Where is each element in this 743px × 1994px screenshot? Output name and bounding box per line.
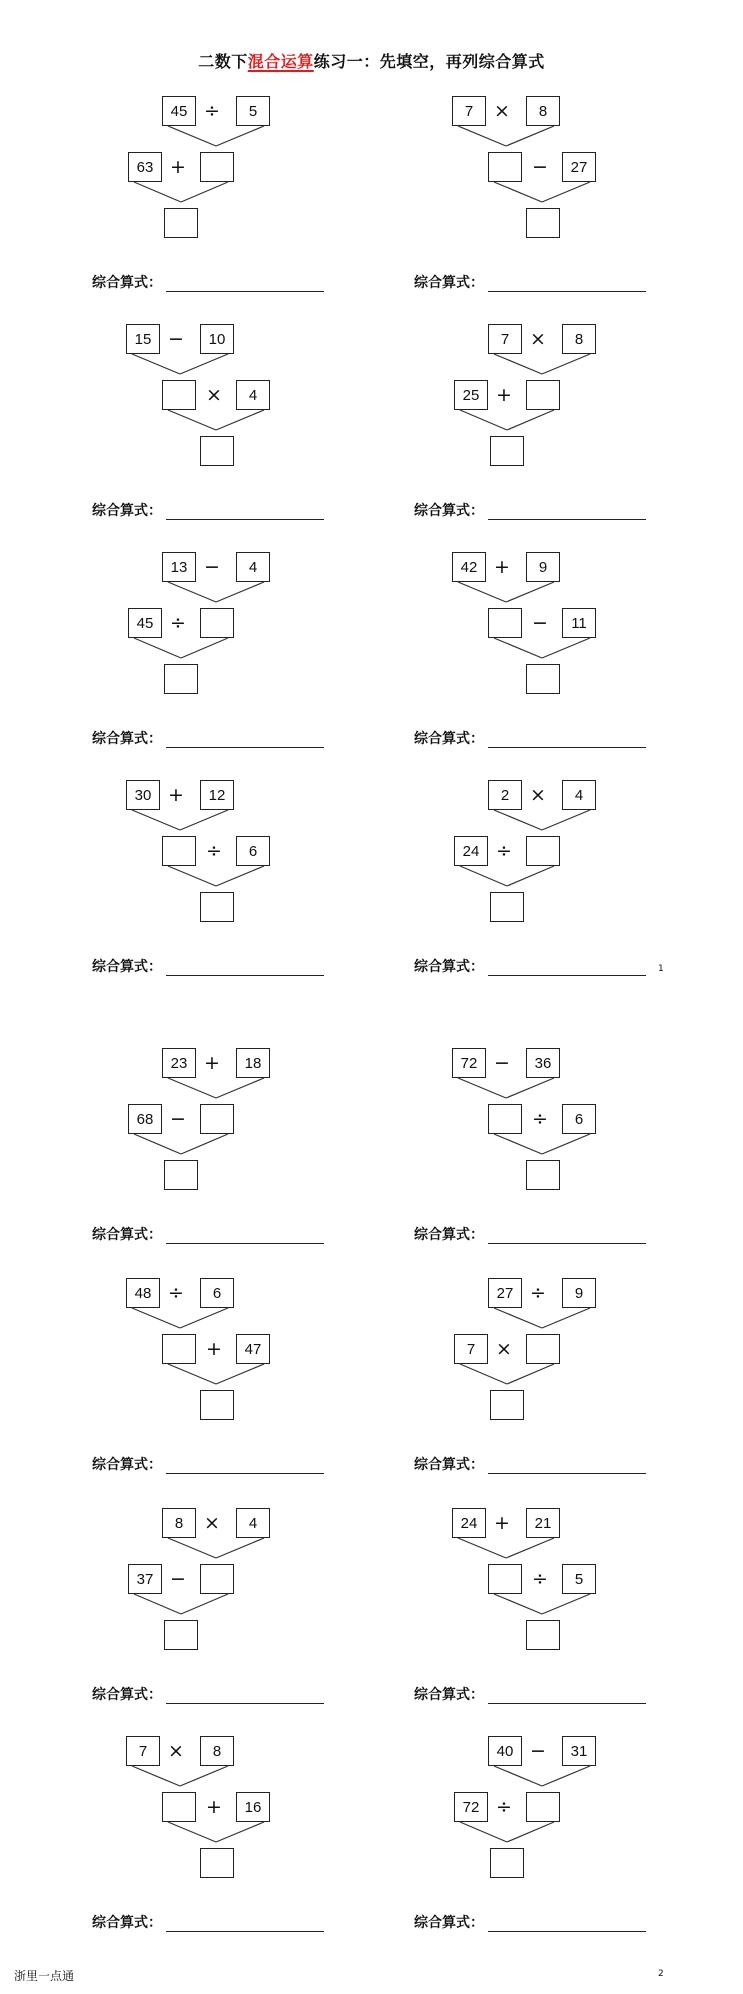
connector-line — [216, 1538, 264, 1558]
blank-result-box[interactable] — [200, 436, 234, 466]
operator-sign: × — [530, 784, 546, 806]
connector-line — [507, 1364, 554, 1384]
formula-answer-line[interactable] — [166, 1689, 324, 1704]
blank-result-box[interactable] — [164, 1160, 198, 1190]
operator-sign: ÷ — [170, 612, 186, 634]
operator-sign: + — [168, 784, 184, 806]
combined-formula-row — [92, 956, 324, 976]
combined-formula-row — [92, 500, 324, 520]
connector-line — [542, 810, 590, 830]
blank-result-box[interactable] — [200, 1390, 234, 1420]
connector-line — [458, 1538, 506, 1558]
operand-box: 4 — [562, 780, 596, 810]
connector-line — [216, 866, 264, 886]
formula-answer-line[interactable] — [488, 1229, 646, 1244]
connector-line — [542, 1308, 590, 1328]
blank-result-box[interactable] — [164, 208, 198, 238]
formula-label: 综合算式： — [92, 275, 162, 291]
formula-label: 综合算式： — [92, 1227, 162, 1243]
problem-tree — [438, 1736, 638, 1876]
connector-line — [494, 638, 542, 658]
combined-formula-row — [92, 728, 324, 748]
connector-line — [168, 1078, 216, 1098]
operand-box: 12 — [200, 780, 234, 810]
problem-tree — [112, 552, 312, 692]
operand-box: 24 — [454, 836, 488, 866]
operator-sign: ÷ — [532, 1568, 548, 1590]
blank-answer-box[interactable] — [162, 836, 196, 866]
operand-box: 7 — [126, 1736, 160, 1766]
operand-box: 45 — [162, 96, 196, 126]
operator-sign: ÷ — [496, 840, 512, 862]
operator-sign: ÷ — [530, 1282, 546, 1304]
connector-line — [494, 1594, 542, 1614]
connector-line — [216, 582, 264, 602]
operand-box: 42 — [452, 552, 486, 582]
formula-label: 综合算式： — [92, 1915, 162, 1931]
operand-box: 31 — [562, 1736, 596, 1766]
formula-label: 综合算式： — [414, 1457, 484, 1473]
problem-tree — [438, 96, 638, 236]
connector-line — [542, 182, 590, 202]
combined-formula-row — [414, 1684, 646, 1704]
connector-line — [506, 1078, 554, 1098]
connector-line — [181, 638, 228, 658]
operator-sign: − — [170, 1108, 186, 1130]
blank-answer-box[interactable] — [488, 1104, 522, 1134]
connector-line — [168, 582, 216, 602]
operand-box: 27 — [562, 152, 596, 182]
operator-sign: × — [168, 1740, 184, 1762]
formula-answer-line[interactable] — [488, 961, 646, 976]
connector-line — [134, 1134, 181, 1154]
operator-sign: − — [170, 1568, 186, 1590]
operator-sign: − — [168, 328, 184, 350]
connector-line — [181, 182, 228, 202]
operand-box: 30 — [126, 780, 160, 810]
blank-answer-box[interactable] — [488, 1564, 522, 1594]
blank-result-box[interactable] — [200, 892, 234, 922]
connector-line — [181, 1594, 228, 1614]
page-number-1: 1 — [658, 964, 664, 974]
formula-label: 综合算式： — [92, 731, 162, 747]
connector-line — [542, 1766, 590, 1786]
connector-line — [506, 1538, 554, 1558]
connector-line — [168, 866, 216, 886]
blank-answer-box[interactable] — [162, 380, 196, 410]
connector-line — [132, 810, 180, 830]
connector-line — [132, 354, 180, 374]
combined-formula-row — [92, 1224, 324, 1244]
operator-sign: ÷ — [168, 1282, 184, 1304]
combined-formula-row — [414, 1912, 646, 1932]
operator-sign: − — [532, 612, 548, 634]
operand-box: 2 — [488, 780, 522, 810]
blank-answer-box[interactable] — [200, 1564, 234, 1594]
connector-line — [507, 1822, 554, 1842]
connector-line — [494, 1308, 542, 1328]
blank-result-box[interactable] — [526, 1160, 560, 1190]
formula-label: 综合算式： — [414, 1915, 484, 1931]
operand-box: 8 — [162, 1508, 196, 1538]
blank-result-box[interactable] — [490, 1390, 524, 1420]
operand-box: 24 — [452, 1508, 486, 1538]
operand-box: 25 — [454, 380, 488, 410]
blank-result-box[interactable] — [490, 892, 524, 922]
operand-box: 6 — [236, 836, 270, 866]
title-suffix: 练习一：先填空，再列综合算式 — [313, 52, 545, 71]
problem-tree — [112, 1736, 312, 1876]
operand-box: 11 — [562, 608, 596, 638]
title-prefix: 二数下 — [198, 52, 248, 71]
connector-line — [168, 410, 216, 430]
operand-box: 15 — [126, 324, 160, 354]
problem-tree — [112, 1508, 312, 1648]
operator-sign: × — [204, 1512, 220, 1534]
operand-box: 9 — [526, 552, 560, 582]
operator-sign: × — [530, 328, 546, 350]
operand-box: 16 — [236, 1792, 270, 1822]
operator-sign: + — [496, 384, 512, 406]
blank-answer-box[interactable] — [526, 836, 560, 866]
connector-line — [180, 810, 228, 830]
operand-box: 8 — [200, 1736, 234, 1766]
operand-box: 37 — [128, 1564, 162, 1594]
connector-line — [181, 1134, 228, 1154]
blank-result-box[interactable] — [526, 208, 560, 238]
operator-sign: ÷ — [206, 840, 222, 862]
connector-line — [180, 1308, 228, 1328]
problem-tree — [438, 1508, 638, 1648]
operand-box: 47 — [236, 1334, 270, 1364]
problem-tree — [438, 1278, 638, 1418]
connector-line — [494, 354, 542, 374]
formula-answer-line[interactable] — [488, 1459, 646, 1474]
combined-formula-row — [92, 1454, 324, 1474]
combined-formula-row — [92, 1684, 324, 1704]
connector-line — [460, 1364, 507, 1384]
connector-line — [494, 1766, 542, 1786]
blank-result-box[interactable] — [526, 664, 560, 694]
blank-result-box[interactable] — [164, 1620, 198, 1650]
combined-formula-row — [414, 500, 646, 520]
connector-line — [216, 1078, 264, 1098]
operator-sign: ÷ — [496, 1796, 512, 1818]
connector-line — [180, 1766, 228, 1786]
operator-sign: − — [494, 1052, 510, 1074]
connector-line — [132, 1766, 180, 1786]
operand-box: 72 — [454, 1792, 488, 1822]
operand-box: 48 — [126, 1278, 160, 1308]
blank-answer-box[interactable] — [526, 1334, 560, 1364]
connector-line — [458, 582, 506, 602]
operand-box: 5 — [236, 96, 270, 126]
operator-sign: + — [494, 556, 510, 578]
operand-box: 40 — [488, 1736, 522, 1766]
operand-box: 5 — [562, 1564, 596, 1594]
operand-box: 6 — [200, 1278, 234, 1308]
blank-result-box[interactable] — [490, 1848, 524, 1878]
operand-box: 63 — [128, 152, 162, 182]
connector-line — [180, 354, 228, 374]
blank-answer-box[interactable] — [162, 1792, 196, 1822]
connector-line — [132, 1308, 180, 1328]
connector-line — [168, 1822, 216, 1842]
connector-line — [134, 638, 181, 658]
blank-answer-box[interactable] — [162, 1334, 196, 1364]
operand-box: 7 — [454, 1334, 488, 1364]
operator-sign: − — [532, 156, 548, 178]
formula-answer-line[interactable] — [166, 1917, 324, 1932]
operand-box: 4 — [236, 380, 270, 410]
combined-formula-row — [414, 272, 646, 292]
operand-box: 68 — [128, 1104, 162, 1134]
blank-result-box[interactable] — [164, 664, 198, 694]
connector-line — [506, 582, 554, 602]
connector-line — [168, 1538, 216, 1558]
combined-formula-row — [414, 1224, 646, 1244]
operand-box: 4 — [236, 552, 270, 582]
formula-answer-line[interactable] — [166, 505, 324, 520]
connector-line — [542, 638, 590, 658]
operator-sign: × — [206, 384, 222, 406]
connector-line — [168, 1364, 216, 1384]
operand-box: 10 — [200, 324, 234, 354]
connector-line — [494, 1134, 542, 1154]
formula-label: 综合算式： — [414, 959, 484, 975]
operand-box: 36 — [526, 1048, 560, 1078]
connector-line — [134, 182, 181, 202]
formula-label: 综合算式： — [414, 1687, 484, 1703]
operator-sign: − — [530, 1740, 546, 1762]
connector-line — [507, 866, 554, 886]
formula-label: 综合算式： — [414, 503, 484, 519]
problem-tree — [112, 324, 312, 464]
combined-formula-row — [414, 728, 646, 748]
operand-box: 6 — [562, 1104, 596, 1134]
blank-answer-box[interactable] — [488, 608, 522, 638]
connector-line — [134, 1594, 181, 1614]
problem-tree — [112, 780, 312, 920]
operator-sign: + — [206, 1796, 222, 1818]
operator-sign: + — [206, 1338, 222, 1360]
operator-sign: + — [494, 1512, 510, 1534]
operand-box: 27 — [488, 1278, 522, 1308]
operand-box: 8 — [562, 324, 596, 354]
operand-box: 23 — [162, 1048, 196, 1078]
connector-line — [168, 126, 216, 146]
connector-line — [542, 1134, 590, 1154]
operand-box: 7 — [488, 324, 522, 354]
blank-result-box[interactable] — [526, 1620, 560, 1650]
problem-tree — [438, 552, 638, 692]
operator-sign: ÷ — [532, 1108, 548, 1130]
combined-formula-row — [92, 272, 324, 292]
blank-answer-box[interactable] — [488, 152, 522, 182]
operand-box: 8 — [526, 96, 560, 126]
operand-box: 7 — [452, 96, 486, 126]
combined-formula-row — [414, 956, 646, 976]
connector-line — [460, 1822, 507, 1842]
formula-label: 综合算式： — [92, 959, 162, 975]
operand-box: 18 — [236, 1048, 270, 1078]
blank-answer-box[interactable] — [200, 1104, 234, 1134]
formula-answer-line[interactable] — [488, 505, 646, 520]
title-highlight: 混合运算 — [247, 52, 314, 71]
connector-line — [458, 1078, 506, 1098]
blank-answer-box[interactable] — [200, 152, 234, 182]
formula-label: 综合算式： — [92, 1457, 162, 1473]
connector-line — [216, 126, 264, 146]
connector-line — [506, 126, 554, 146]
problem-tree — [112, 1278, 312, 1418]
operand-box: 4 — [236, 1508, 270, 1538]
problem-tree — [438, 324, 638, 464]
combined-formula-row — [92, 1912, 324, 1932]
operator-sign: × — [496, 1338, 512, 1360]
page-number-2: 2 — [658, 1969, 664, 1979]
formula-answer-line[interactable] — [166, 733, 324, 748]
formula-label: 综合算式： — [92, 1687, 162, 1703]
connector-line — [494, 810, 542, 830]
connector-line — [494, 182, 542, 202]
formula-label: 综合算式： — [414, 1227, 484, 1243]
footer-source: 浙里一点通 — [14, 1969, 75, 1983]
formula-answer-line[interactable] — [488, 277, 646, 292]
formula-answer-line[interactable] — [488, 1689, 646, 1704]
connector-line — [542, 1594, 590, 1614]
connector-line — [216, 1364, 264, 1384]
blank-result-box[interactable] — [490, 436, 524, 466]
formula-answer-line[interactable] — [166, 277, 324, 292]
connector-line — [458, 126, 506, 146]
formula-label: 综合算式： — [414, 731, 484, 747]
operator-sign: + — [170, 156, 186, 178]
connector-line — [507, 410, 554, 430]
formula-answer-line[interactable] — [166, 1229, 324, 1244]
operand-box: 13 — [162, 552, 196, 582]
connector-line — [460, 410, 507, 430]
formula-answer-line[interactable] — [488, 733, 646, 748]
formula-label: 综合算式： — [414, 275, 484, 291]
blank-result-box[interactable] — [200, 1848, 234, 1878]
connector-line — [216, 1822, 264, 1842]
problem-tree — [112, 96, 312, 236]
operator-sign: − — [204, 556, 220, 578]
operator-sign: × — [494, 100, 510, 122]
operator-sign: + — [204, 1052, 220, 1074]
combined-formula-row — [414, 1454, 646, 1474]
problem-tree — [112, 1048, 312, 1188]
connector-line — [460, 866, 507, 886]
problem-tree — [438, 780, 638, 920]
blank-answer-box[interactable] — [200, 608, 234, 638]
operand-box: 45 — [128, 608, 162, 638]
operator-sign: ÷ — [204, 100, 220, 122]
problem-tree — [438, 1048, 638, 1188]
operand-box: 21 — [526, 1508, 560, 1538]
formula-answer-line[interactable] — [166, 1459, 324, 1474]
connector-line — [216, 410, 264, 430]
blank-answer-box[interactable] — [526, 1792, 560, 1822]
connector-line — [542, 354, 590, 374]
formula-answer-line[interactable] — [166, 961, 324, 976]
formula-answer-line[interactable] — [488, 1917, 646, 1932]
operand-box: 9 — [562, 1278, 596, 1308]
operand-box: 72 — [452, 1048, 486, 1078]
blank-answer-box[interactable] — [526, 380, 560, 410]
formula-label: 综合算式： — [92, 503, 162, 519]
